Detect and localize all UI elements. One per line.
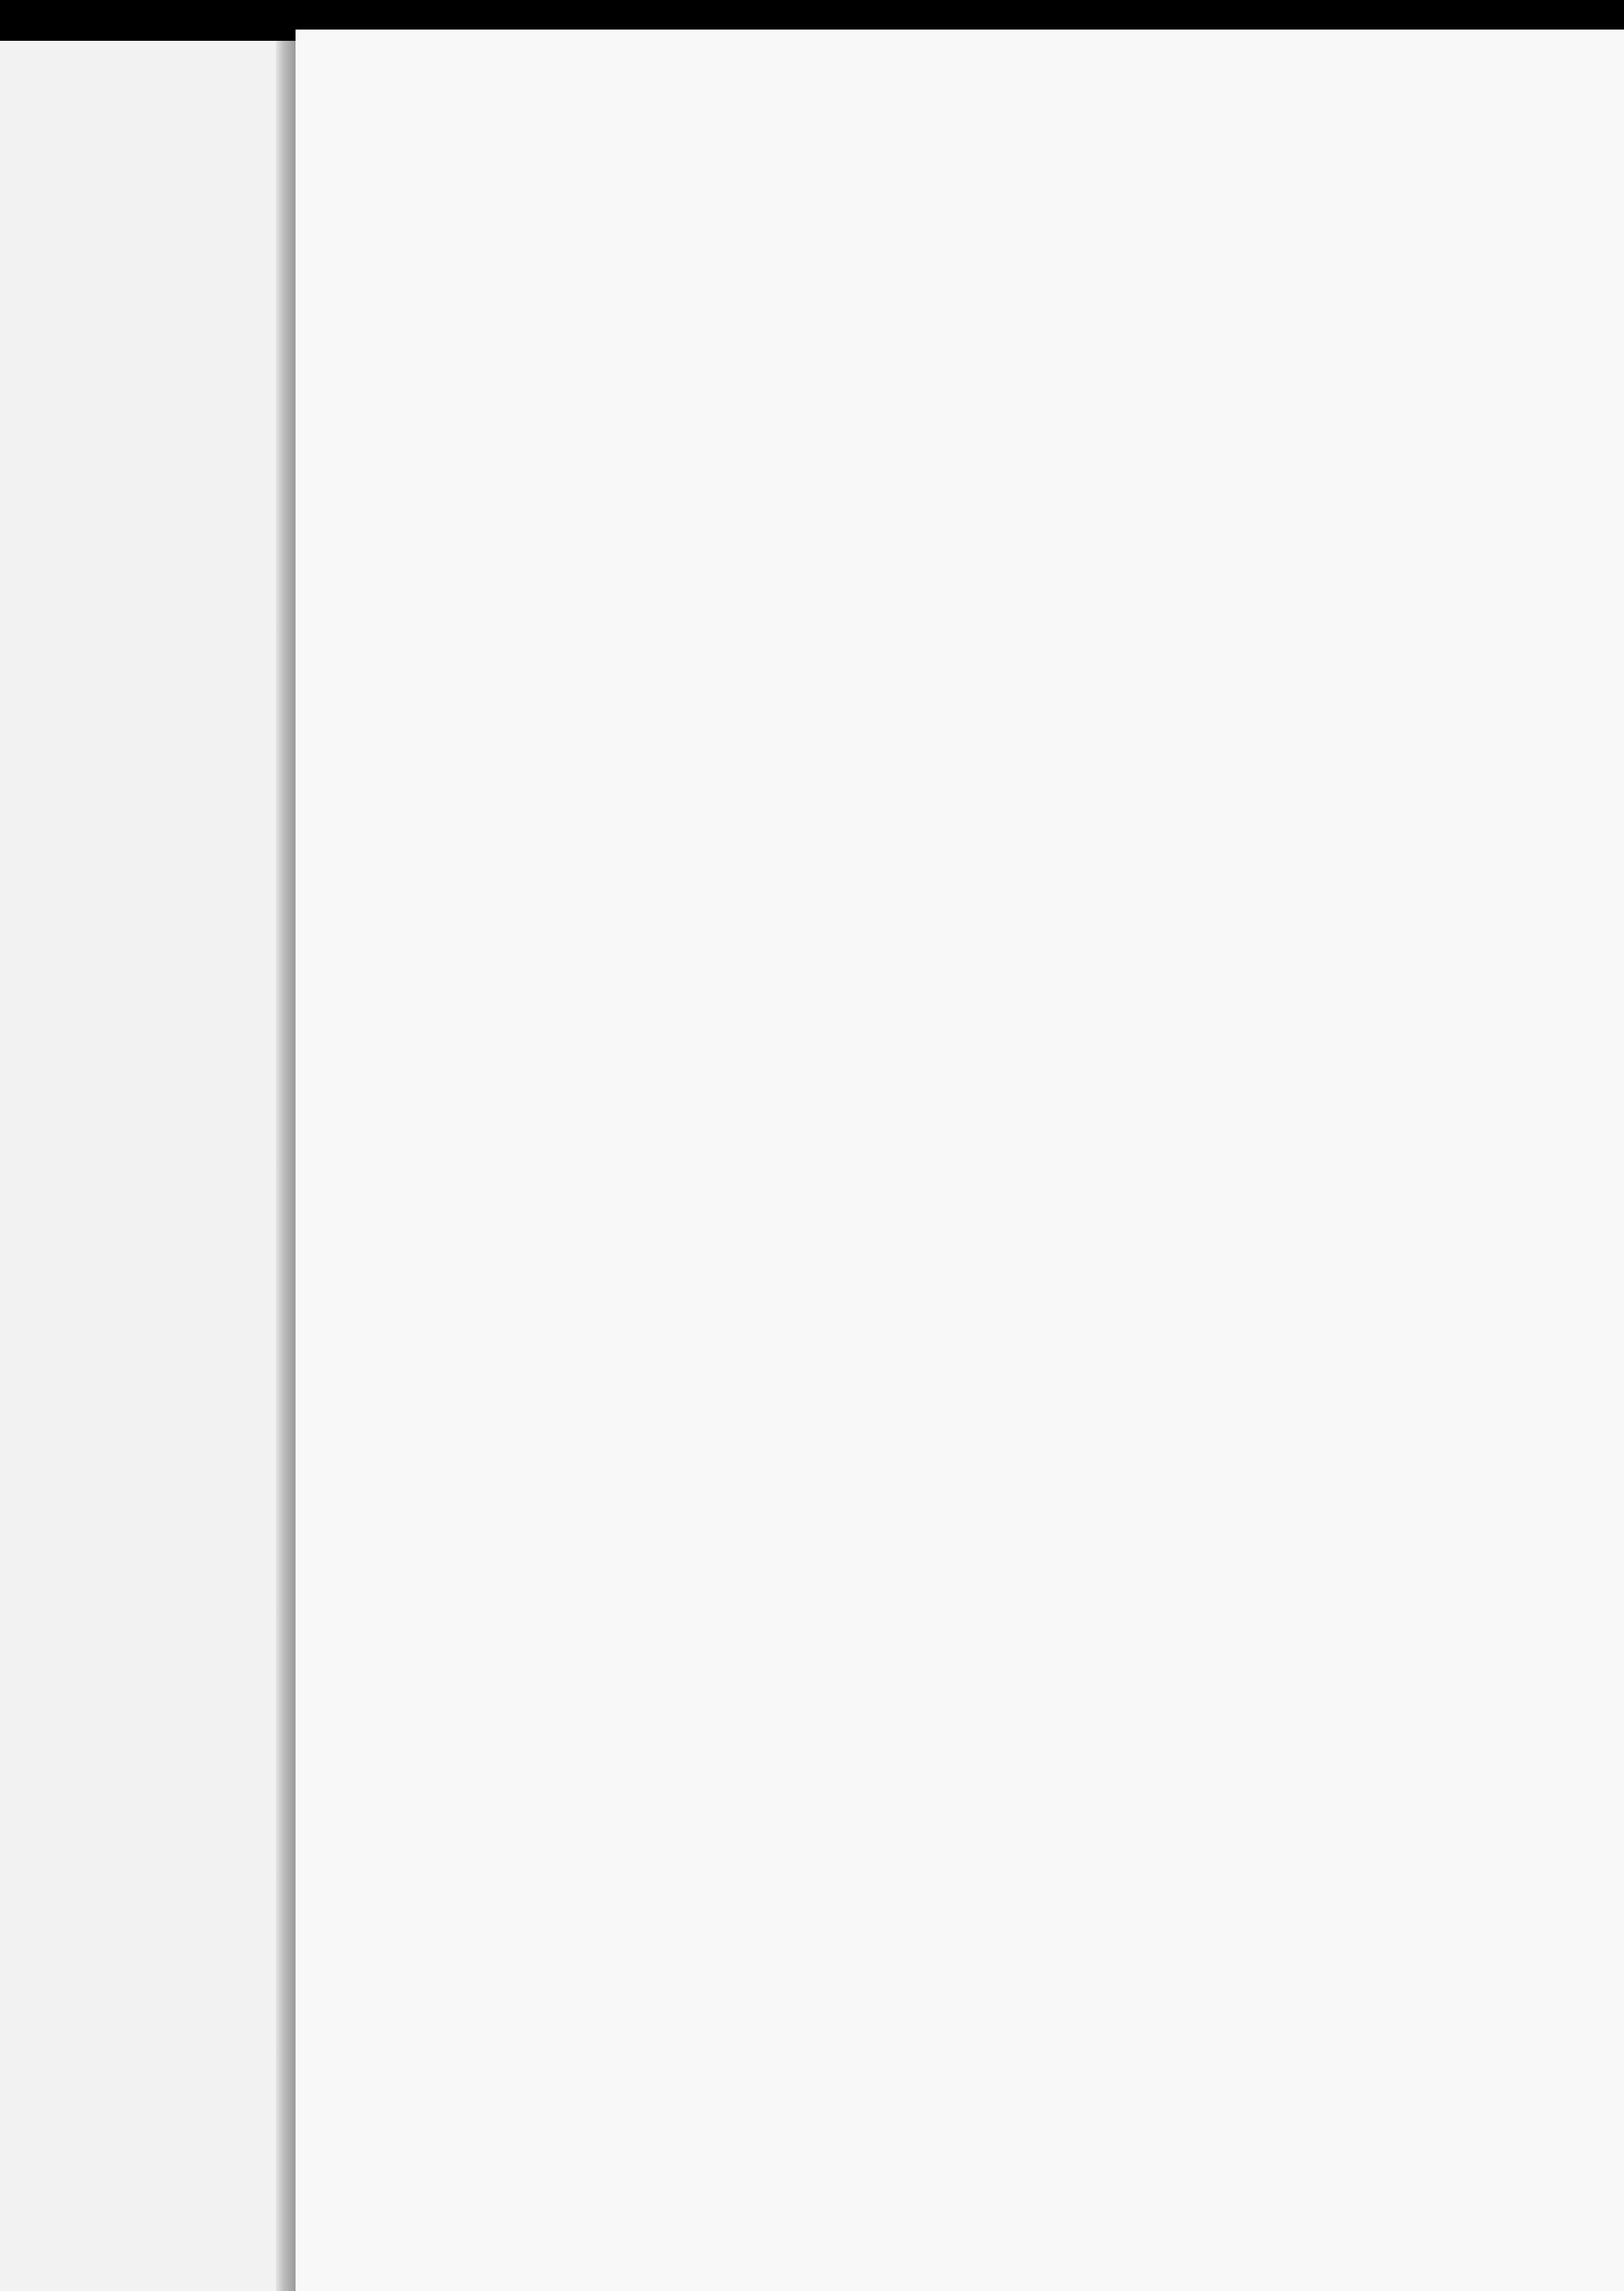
- book-gutter: [276, 41, 296, 2291]
- right-main-page: [296, 30, 1624, 2291]
- left-facing-page: [0, 41, 276, 2291]
- running-head: [855, 218, 1624, 260]
